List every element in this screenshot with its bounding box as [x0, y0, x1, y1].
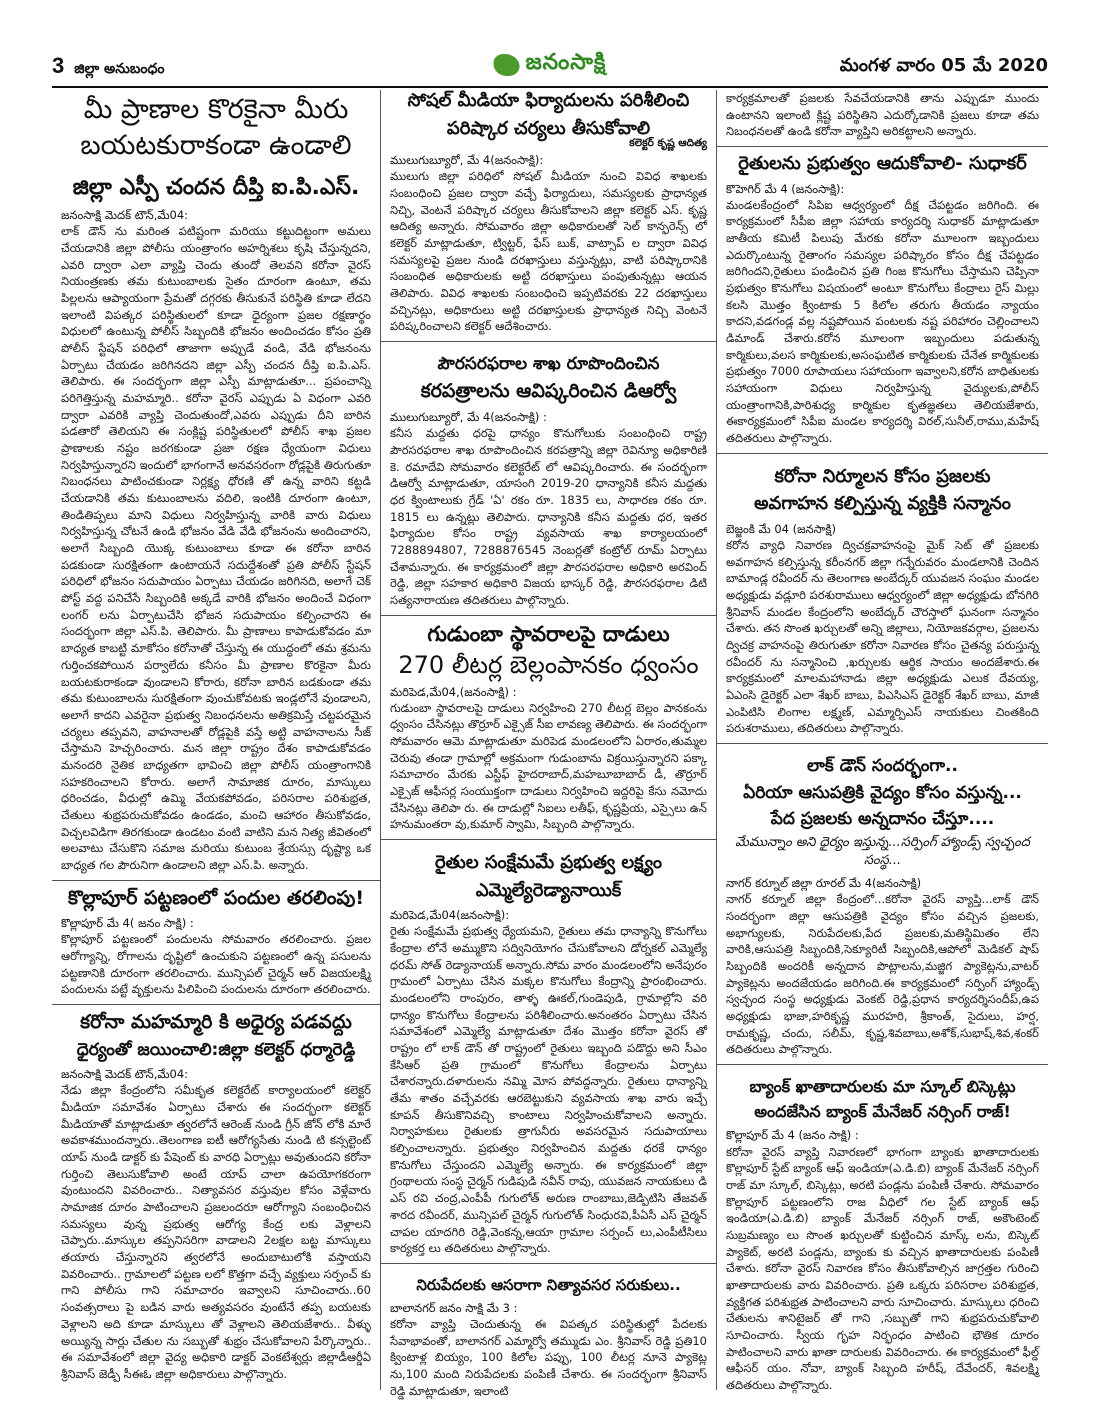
dateline: బెజ్జంకి మే 04 (జనసాక్షి) [726, 521, 836, 536]
article-headline-line2: పరిష్కార చర్యలు తీసుకోవాలి [446, 117, 651, 139]
dateline: కొహెగిర్ మే 4 (జనంసాక్షి): [726, 181, 845, 196]
article-headline-line2: ఎమ్మెల్యేరెడ్యానాయిక్ [475, 879, 622, 901]
article-headline: రైతుల సంక్షేమమే ప్రభుత్వ లక్ష్యం [434, 852, 662, 874]
article-body: రైతు సంక్షేమమే ప్రభుత్వ ధ్యేయమని, రైతులు తమ ధాన్యాన్ని కొనుగోలు కేంద్రాల లోనే అమ్ముకొని సద్వినియోగం చేసుకోవాలని డోర్నకల్ ఎమ్మెల్యే ధరమ్ సోత్ రెడ్యానాయక్ అన్నారు.సోమ వారం మండలంలోని అనేపురం గ్రామంలో ఏర్పాటు చేసిన మక్కల కొనుగోలు కేంద్రాన్ని ప్రారంభించారు. మండలంలోని రాంపురం, తాళ్ళ ఊకల్,గుండెపుడి, గ్రామాల్లోని వరి ధాన్యం కొనుగోలు కేంద్రాలను పరిశీలించారు.అనంతరం ఏర్పాటు చేసిన సమావేశంలో ఎమ్మెల్యే మాట్లాడుతూ దేశం మొత్తం కరోనా వైరస్ తో రాష్ట్రం లో లాక్ డౌన్ తో రాష్ట్రంలో రైతులు ఇబ్బంది పడొద్దు అని సీఎం కేసిఆర్ ప్రతి గ్రామంలో కొనుగోలు కేంద్రాలను ఏర్పాటు చేశారన్నారు.దళారులను నమ్మి మోస పోవద్దన్నారు. రైతులు ధాన్యాన్ని తేమ శాతం వచ్చేవరకు ఆరబెట్టుకుని వ్యవసాయ శాఖ వారు ఇచ్చే కూపన్ తీసుకొనివచ్చి కాంటాలు నిర్వహించుకోవాలని అన్నారు. నిర్వాహకులు రైతులకు త్రాగునీరు అవసరమైన సదుపాయాలు కల్పించాలన్నారు. ప్రభుత్వం నిర్వహించిన మద్దతు ధరకే ధాన్యం కొనుగోలు చేస్తుందని ఎమ్మెల్యే అన్నారు. ఈ కార్యక్రమంలో జిల్లా గ్రంథాలయ సంస్థ చైర్మన్ గుడిపుడి నవీన్ రావు, యువజన నాయకులు డి ఎస్ రవి చంద్ర,ఎంపీపీ గుగులోత్ అరుణ రాంబాబు,జెడ్పిటిసి తేజవత్ శారద రవీందర్, మున్సిపల్ చైర్మన్ గుగులోత్ సింధురవి,పీఏసీ ఎస్ చైర్మన్ చాపల యాదగిరి రెడ్డి,వెంకన్న,ఆయా గ్రామాల సర్పంచ్ లు,ఎంపీటీసిలు కార్యకర్త లు తదితరులు పాల్గొన్నారు. [390, 924, 707, 1256]
dateline: జనంసాక్షి మెదక్ టౌన్,మే04: [61, 1067, 189, 1082]
masthead-rule [52, 86, 1048, 88]
divider [52, 880, 380, 881]
divider [381, 839, 716, 840]
logo-text: జనంసాక్షి [525, 50, 607, 75]
article-headline: కొల్లాపూర్ పట్టణంలో పందుల తరలింపు! [67, 886, 365, 909]
column-3 [716, 90, 1048, 1390]
divider [717, 1064, 1048, 1065]
dateline: ములుగుబ్యూరో, మే 4(జనంసాక్షి): [390, 153, 544, 168]
newspaper-logo [494, 50, 607, 80]
divider [381, 341, 716, 342]
article-headline: రైతులను ప్రభుత్వం ఆదుకోవాలి- సుధాకర్ [738, 153, 1027, 175]
divider [717, 743, 1048, 744]
dateline: ములుగుబ్యూరో, మే 4(జనంసాక్షి) : [390, 410, 547, 425]
article-subheadline: ధైర్యంతో జయించాలి:జిల్లా కలెక్టర్ ధర్మారెడ్డి [76, 1039, 356, 1060]
dateline: కొల్లాపూర్ మే 4( జనం సాక్షి) : [61, 916, 194, 931]
article-body: గుడుంబా స్థావరాలపై దాడులు నిర్వహించి 270 లీటర్ల బెల్లం పానకంను ధ్వంసం చేసినట్లు తొర్రూర్ ఎక్సైజ్ సీఐ లావణ్య తెలిపారు. ఈ సందర్భంగా సోమవారం ఆమె మాట్లాడుతూ మరిపెడ మండలంలోని ఏరారం,తుమ్మల చెరువు తండా గ్రామాల్లో అక్రమంగా గుడుంబాను విక్రయిస్తున్నారని పక్కా సమాచారం మేరకు ఎస్టీఫ్ హైదరాబాద్,మహబూబాబాద్ డీ, తొర్రూర్ ఎక్సైజ్ ఆఫీసర్ల సంయుక్తంగా దాడులు నిర్వహించి ఇద్దరిపై కేసు నమోదు చేసినట్లు తెలిపా రు. ఈ దాడుల్లో సిఐలు లతీఫ్, కృష్ణప్రియ, ఎస్సైలు ఉన్ హనుమంతరా వు,కుమార్ స్వామి, సిబ్బంది పాల్గొన్నారు. [390, 700, 707, 832]
article-social-media-complaints [390, 90, 707, 335]
article-body: మండలకేంద్రంలో సిపిఐ ఆధ్వర్యంలో దీక్ష చేపట్టడం జరిగింది. ఈ కార్యక్రమంలో సీపీఐ జిల్లా సహాయ కార్యదర్శి సుధాకర్ మాట్లాడుతూ జాతీయ కమిటీ పిలుపు మేరకు కరోనా మూలంగా ఇబ్బందులు ఎదుర్కొంటున్న రైతాంగం సమస్యల పరిష్కారం కోసం దీక్ష చేపట్టడం జరిగిందని,రైతులు పండించిన ప్రతి గింజ కొనుగోలు చేస్తామని చెప్పినా ప్రభుత్వం కొనుగోలు విషయంలో అంటూ కొనుగోలు కేంద్రాలు రైస్ మిల్లు కలసి మొత్తం క్వింటాకు 5 కిలోల తరుగు తీయడం న్యాయం కాదని,వడగండ్ల వల్ల నష్టపోయిన పంటలకు నష్ట పరిహారం చెల్లించాలని డిమాండ్ చేశారు.కరోన మూలంగా ఇబ్బందులు పడుతున్న కార్మికులు,వలస కార్మికులకు,అసంఘటిత కార్మికులకు చేనేత కార్మికులకు ప్రభుత్వం 7000 రూపాయలు సహాయంగా ఇవ్వాలని,కరోన బాధితులకు సహాయంగా విధులు నిర్వహిస్తున్న వైద్యులకు,పోలీస్ యంత్రాంగానికి,పారిశుధ్య కార్మికుల కృతజ్ఞతలు తెలియజేశారు, ఈకార్యక్రమంలో సిపీఐ మండల కార్యదర్శి విరల్,సునీల్,రాము,మహేష్ తదితరులు పాల్గొన్నారు. [726, 197, 1039, 446]
article-civil-supplies-pamphlets [390, 354, 707, 609]
article-body: కరోనా వైరస్ వ్యాప్తి నివారణలో భాగంగా బ్యాంకు ఖాతాదారులకు కొల్లాపూర్ స్టేట్ బ్యాంక్ ఆఫ్ ఇండియా(ఎ.డి.బి) బ్యాంక్ మేనేజర్ నర్సింగ్ రాజ్ మా స్కూల్, బిస్కెట్లు, అరటి పండ్లను పంపిణీ చేశారు. సోమవారం కొల్లాపూర్ పట్టణంలోని రాజ వీధిలో గల స్టేట్ బ్యాంక్ ఆఫ్ ఇండియా(ఎ.డి.బి) బ్యాంక్ మేనేజర్ నర్సింగ్ రాజ్, అకౌంటెంట్ సుబ్రమణ్యం లు సొంత ఖర్చులతో కుట్టించిన మాస్క్ లను, బిస్కెట్ ప్యాకెట్, అరటి పండ్లను, బ్యాంకు కు వచ్చిన ఖాతాదారులకు పంపిణీ చేశారు. కరోనా వైరస్ నివారణ కోసం తీసుకోవాల్సిన జాగ్రత్తల గురించి ఖాతాదారులకు వారు వివరించారు. ప్రతి ఒక్కరు పరిసరాల పరిశుభ్రత, వ్యక్తిగత పరిశుభ్రత పాటించాలని వారు సూచించారు. మాస్కులు ధరించి చేతులను శానిటైజర్ తో గాని ,సబ్బుతో గాని శుభ్రపరుచుకోవాలి సూచించారు. స్వీయ గృహ నిర్భంధం పాటించి భౌతిక దూరం పాటించాలని వారు ఖాతా దారులకు వివరించారు. ఈ కార్యక్రమంలో ఫీల్డ్ ఆఫీసర్ యం. నోవా, బ్యాంక్ సిబ్బంది హరీష్, దేవేందర్, శివలక్ష్మి తదితరులు పాల్గొన్నారు. [726, 1144, 1039, 1392]
columns [52, 90, 1048, 1398]
dateline: జనంసాక్షి మెదక్ టౌన్,మే04: [61, 208, 189, 223]
divider [381, 1263, 716, 1264]
article-headline: గుడుంబా స్థావరాలపై దాడులు [427, 621, 670, 646]
article-farmers-support-cpi [726, 153, 1039, 447]
article-body: నాగర్ కర్నూల్ జిల్లా కేంద్రంలో...కరోనా వైరస్ వ్యాప్తి...లాక్ డౌన్ సందర్భంగా జిల్లా ఆసుపత్రికి వైద్యం కోసం వచ్చిన ప్రజలకు, అభాగ్యులకు, నిరుపేదలకు,పేద ప్రజలకు,మతిస్థిమితం లేని వారికి,ఆసుపత్రి సిబ్బందికి,సెక్యూరిటీ సిబ్బందికి,ఆపోలో మెడికల్ షాప్ సిబ్బందికి అందరికీ అన్నదాన పొట్లాలను,మజ్జిగ ప్యాకెట్లను,వాటర్ ప్యాకెట్లను అందజేయడం జరిగింది.ఈ కార్యక్రమంలో సర్పింగ్ హ్యాండ్స్ స్వచ్ఛంద సంస్థ అధ్యక్షుడు వెంకట్ రెడ్డి,ప్రధాన కార్యదర్శిసందీప్,ఉప అధ్యక్షుడు భాజా,హరికృష్ణ మురహరి, శ్రీకాంత్, సైదులు, హర్ష, రామకృష్ణ, చందు, సలీమ్, కృష్ణ,శివబాబు,అశోక్,సుభాష్,శివ,శంకర్ తదితరులు పాల్గొన్నారు. [726, 892, 1039, 1057]
article-body: కరోనా వ్యాప్తి చెందుతున్న ఈ విపత్కర పరిస్థితుల్లో పేదలకు సేవాభావంతో, బాలానగర్ ఎమ్మార్వో తమ్ముడు ఎం. శ్రీనివాస్ రెడ్డి ప్రతి10 క్వింటాళ్ల బియ్యం, 100 కిలోల పప్పు, 100 లీటర్ల నూనె ప్యాకెట్ల ను,100 మంది నిరుపేదలకు పంపిణీ చేశారు. ఈ సందర్భంగా శ్రీనివాస్ రెడ్డి మాట్లాడుతూ, ఇలాంటి [390, 1316, 707, 1398]
article-headline: లాక్ డౌన్ సందర్భంగా.. [807, 756, 958, 777]
article-headline: కరోనా నిర్మూలన కోసం ప్రజలకు [774, 465, 991, 487]
section-name: జిల్లా అనుబంధం [74, 61, 165, 77]
page-number: 3 [52, 53, 65, 78]
article-tagline: మేమున్నాం అని ధైర్యం ఇస్తున్న...సర్పింగ్ హ్యాండ్స్ స్వచ్ఛంద సంస్థ... [735, 835, 1030, 869]
article-sp-appeal [61, 92, 371, 874]
article-awareness-felicitation [726, 466, 1039, 737]
page-header-left [52, 53, 164, 80]
article-continuation: కార్యక్రమాలతో ప్రజలకు సేవచేయడానికి తాను ఎప్పుడూ ముందు ఉంటానని ఇలాంటి క్లిష్ట పరిస్థితిని ఎదుర్కోడానికి ప్రజలు కూడా తమ నిబంధనలతో ఉండి కరోనా వ్యాప్తిని అరికట్టాలని అన్నారు. [726, 91, 1039, 139]
article-kollapur-pigs [61, 887, 371, 999]
divider [717, 453, 1048, 454]
dateline: మరిపెడ,మే04(జనంసాక్షి): [390, 908, 510, 923]
article-farmers-welfare [390, 852, 707, 1257]
article-body: నేడు జిల్లా కేంద్రంలోని సమీకృత కలెక్టరేట్ కార్యాలయంలో కలెక్టర్ మీడియా సమావేశం ఏర్పాటు చేశారు ఈ సందర్భంగా కలెక్టర్ మీడియాతో మాట్లాడుతూ త్వరలోనే ఆరెంజ్ నుండి గ్రీన్ జోన్ లోకి మారే అవకాశముందన్నారు..తెలంగాణ ఐటీ ఆరోగ్యసేతు నుండి టి కన్సల్టెంట్ యాప్ నుండి డాక్టర్ కు పేషెంట్ కు వారధి ఏర్పాట్లు అవుతుందని కరోనా గుర్తించి తెలుసుకోవాలి అంటే యాప్ చాలా ఉపయోగకరంగా వుంటుందని వివరించారు.. నిత్యావసర వస్తువుల కోసం వెళ్లేవారు సామాజిక దూరం పాటించాలని ప్రజలందరూ ఆరోగ్యాని సంబంధించిన సమస్యలు వున్న ప్రభుత్వ ఆరోగ్య కేంద్ర లకు వెళ్లాలని చెప్పారు..మాస్కుల తప్పనిసరిగా వాడాలని 2లక్షల బట్ట మాస్కులు తయారు చేస్తున్నారని త్వరలోనే అందుబాటులోకి వస్తాయని వివరించారు.. గ్రామాలలో పట్టణ లలో కొత్తగా వచ్చే వ్యక్తులు సర్పంచ్ కు గాని పోలీసు గాని సమాచారం ఇవ్వాలని సూచించారు..60 సంవత్సరాలు పై బడిన వారు అత్యవసరం వుంటేనే తప్ప బయటకు వెళ్లాలని అది కూడా మాస్కులు తో వెళ్లాలని తెలియజేశారు.. వీళ్ళు అయ్యిన్న సార్లు చేతుల ను సబ్బుతో శుభ్రం చేసుకోవాలని పేర్కొన్నారు.. ఈ సమావేశంలో జిల్లా వైద్య అధికారి డాక్టర్ వెంకటేశ్వర్లు జిల్లాడీఆర్డీఏ శ్రీనివాస్ జెడ్పీ సీఈఓ జిల్లా అధికారులు పాల్గొన్నారు. [61, 1083, 371, 1381]
article-headline: నిరుపేదలకు ఆసరాగా నిత్యావసర సరుకులు.. [416, 1275, 681, 1294]
dateline: నాగర్ కర్నూల్ జిల్లా రూరల్ మే 4(జనంసాక్షి) [726, 876, 922, 891]
article-headline-line2: కరపత్రాలను ఆవిష్కరించిన డిఆర్వో [420, 380, 677, 403]
divider [52, 1004, 380, 1005]
dateline: కొల్లాపూర్ మే 4 (జనం సాక్షి) : [726, 1128, 859, 1143]
article-subheadline: జిల్లా ఎస్పీ చందన దీప్తి ఐ.పి.ఎస్. [72, 174, 360, 200]
dateline: మరిపెడ,మే04,(జనంసాక్షి) : [390, 684, 517, 699]
article-headline: పౌరసరఫరాల శాఖ రూపొందించిన [437, 354, 660, 374]
article-headline-line2: అందజేసిన బ్యాంక్ మేనేజర్ నర్సింగ్ రాజ్! [754, 1102, 1011, 1122]
article-body: కొల్లాపూర్ పట్టణంలో పందులను సోమవారం తరలించారు. ప్రజల ఆరోగ్యాన్ని, రోగాలను దృష్టిలో ఉంచుకుని పట్టణంలో ఉన్న పసులను పట్టణానికి దూరంగా తరలించారు. మున్సిపల్ చైర్మన్ ఆర్ విజయలక్ష్మి పందులను పట్టే వృక్తులను పిలిపించి పందులను దూరంగా తరలించారు. [61, 932, 371, 997]
article-body: లాక్ డౌన్ ను మరింత పటిష్టంగా మరియు కట్టుదిట్టంగా అమలు చేయడానికి జిల్లా పోలీసు యంత్రాంగం అహర్నిశలు కృషి చేస్తున్నదని, ఎవరి ద్వారా ఎలా వ్యాప్తి చెందు తుందో తెలవని కరోనా వైరస్ నియంత్రణకు తమ కుటుంబాలకు సైతం దూరంగా ఉంటూ, తమ పిల్లలను ఆప్యాయంగా ప్రేమతో దగ్గరకు తీసుకునే పరిస్థితి కూడా లేదని ఇలాంటి విపత్కర పరిస్థితులలో కూడా ధైర్యంగా ప్రజల రక్షణార్థం విధులలో ఉంటున్న పోలీస్ సిబ్బందికి భోజనం అందించడం కోసం ప్రతి పోలీస్ స్టేషన్ పరిధిలో తాజాగా అప్పుడే వండి, వేడి భోజనంను ఏర్పాటు చేయడం జరిగినదని జిల్లా ఎస్పీ చందన దీప్తి ఐ.పి.ఎస్. తెలిపారు. ఈ సందర్భంగా జిల్లా ఎస్పీ మాట్లాడుతూ... ప్రపంచాన్ని పరిగెత్తిస్తున్న మహమ్మారి.. కరోనా వైరస్ ఎప్పుడు ఏ విధంగా ఎవరి ద్వారా ఎవరికి వ్యాప్తి చెందుతుందో,ఎవరు ఎప్పుడు దీని బారిన పడతారో తెలియని ఈ సంక్లిష్ట పరిస్థితులలో పోలీస్ శాఖ ప్రజల ప్రాణాలకు నష్టం జరగకుండా ప్రజా రక్షణ ధ్యేయంగా విధులు నిర్వహిస్తున్నారని ఇందులో భాగంగానే అనవసరంగా రోడ్లపైకి తిరుగుతూ నిబంధనలు పాటించకుండా నిర్లక్ష్య ధోరణి తో ఉన్న వారిని కట్టడి చేయడానికి తమ కుటుంబాలను వదిలి, ఇంటికి దూరంగా ఉంటూ, తిండితిప్పలు మాని విధులు నిర్వహిస్తున్న వారికి వారు విధులు నిర్వహిస్తున్న చోటనే ఉండి భోజనం వేడి వేడి భోజనంను అందించారని, అలాగే సిబ్బంది యొక్క కుటుంబాలు కూడా ఈ కరోనా బారిన పడకుండా సురక్షితంగా ఉంటాయనే సదుద్దేశంతో ప్రతి పోలీస్ స్టేషన్ పరిధిలో భోజనం సదుపాయం ఏర్పాటు చేయడం జరిగినది, అలాగే చెక్ పోస్ట్ వద్ద పనిచేసే సిబ్బందికి అక్కడే వారికి భోజనం అందించే విధంగా లంగర్ లను ఏర్పాటుచేసి భోజన సదుపాయం కల్పించారని ఈ సందర్భంగా జిల్లా ఎస్.పి. తెలిపారు. మీ ప్రాణాలు కాపాడుకోవడం మా బాధ్యత కాబట్టి మాకోసం కరోనాతో చేస్తున్న ఈ యుద్ధంలో తమ శ్రమను గుర్తించకపోయిన పర్వాలేదు కనీసం మీ ప్రాణాల కొరకైనా మీరు బయటకురాకండా వుండాలని కోరారు, కరోనా బారిన బడకుండా తమ తమ కుటుంబాలను సురక్షితంగా వుంచుకోవటకు ఇండ్లలోనే వుండాలని, అలాగే కాదని ఎవరైనా ప్రభుత్వ నిబంధనలను అతిక్రమిస్తే చట్టపరమైన చర్యలు తప్పవని, వాహనాలతో రోడ్లపైకి వస్తే అట్టి వాహనాలను సీజ్ చేస్తామని హెచ్చరించారు. మన జిల్లా రాష్ట్రం దేశం కాపాడుకోవడం మనందరి నైతిక బాధ్యతగా భావించి జిల్లా పోలీస్ యంత్రాంగానికి సహకరించాలని కోరారు. అలాగే సామాజిక దూరం, మాస్కులు ధరించడం, వీధుల్లో ఉమ్మి వేయకపోవడం, పరిసరాల పరిశుభ్రత, చేతులు శుభ్రపరుచుకోవడం ఉండడం, మంచి ఆహారం తీసుకోవడం, విచ్చలవిడిగా తిరగకుండా ఉండటం వంటి వాటిని మన నిత్య జీవితంలో అలవాటు చేసుకొని సమాజ మరియు కుటుంబ శ్రేయస్సు దృష్ట్యా ఒక బాధ్యత గల పౌరునిగా ఉండాలని జిల్లా ఎస్.పి. అన్నారు. [61, 224, 371, 872]
divider [381, 615, 716, 616]
article-headline-line2: 270 లీటర్ల బెల్లంపానకం ధ్వంసం [398, 650, 699, 679]
article-body: కరోన వ్యాధి నివారణ ద్విచక్రవాహనంపై మైక్ సెట్ తో ప్రజలకు అవగాహన కల్పిస్తున్న కరీంనగర్ జిల్లా గన్నేరువరం మండలానికి చెందిన బామాండ్ల రవీందర్ ను తెలంగాణ అంబేద్కర్ యువజన సంఘం మండల అధ్యక్షుడు వడ్లూరి పరశురాములు ఆధ్వర్యంలో జిల్లా అధ్యక్షుడు బోనగిరి శ్రీనివాస్ మండల కేంద్రంలోని అంబేద్కర్ చౌరస్తాలో ఘనంగా సన్మానం చేశారు. తన సొంత ఖర్చులతో అన్ని జిల్లాలు, నియోజకవర్గాల, ప్రజలను ద్విచక్ర వాహనంపై తిరుగుతూ కరోనా నివారణ కోసం చైతన్య పరుస్తున్న రవీందర్ ను సన్మానించి ,ఖర్చులకు ఆర్థిక సాయం అందజేశారు.ఈ కార్యక్రమంలో మాలమహానాడు జిల్లా అధ్యక్షుడు ఎలుక దేవయ్య, ఏఎంసి డైరెక్టర్ ఎలా శేఖర్ బాబు, పిఎసిఎస్ డైరెక్టర్ శేఖర్ బాబు, మాజీ ఎంపిటిసి లింగాల లక్ష్మణ్, ఎమ్మార్పిఎస్ నాయకులు చింతకింది పరుశరాములు, తదితరులు పాల్గొన్నారు. [726, 538, 1039, 736]
masthead [52, 44, 1048, 84]
issue-date: మంగళ వారం 05 మే 2020 [839, 55, 1048, 76]
column-1 [52, 90, 380, 1390]
article-headline: సోషల్ మీడియా ఫిర్యాదులను పరిశీలించి [407, 90, 690, 111]
article-gudumba-raids [390, 622, 707, 833]
article-bank-manager-masks [726, 1077, 1039, 1394]
article-headline: బ్యాంక్ ఖాతాదారులకు మా స్కూల్ బిస్కెట్లు [749, 1077, 1016, 1097]
article-credit: కలెక్టర్ కృష్ణ ఆదిత్య [629, 137, 707, 150]
article-headline: మీ ప్రాణాల కొరకైనా మీరు బయటకురాకండా ఉండాలి [80, 94, 352, 162]
article-body: కనీస మద్దతు ధరపై ధాన్యం కొనుగోలుకు సంబంధించి రాష్ట్ర పౌరసరఫరాల శాఖ రూపొందించిన కరపత్రాన్ని జిల్లా రెవిన్యూ అధికారిణి కె. రమాదేవి సోమవారం కలెక్టరేట్ లో ఆవిష్కరించారు. ఈ సందర్భంగా డిఆర్వో మాట్లాడుతూ, యాసంగి 2019-20 ధాన్యానికి కనీస మద్దతు ధర క్వింటాలుకు గ్రేడ్ 'ఏ' రకం రూ. 1835 లు, సాధారణ రకం రూ. 1815 లు ఉన్నట్లు తెలిపారు. ధాన్యానికి కనీస మద్దతు ధర, ఇతర ఫిర్యాదుల కోసం రాష్ట్ర వ్యవసాయ శాఖ కార్యాలయంలో 7288894807, 7288876545 నెంబర్లతో కంట్రోల్ రూమ్ ఏర్పాటు చేశామన్నారు. ఈ కార్యక్రమంలో జిల్లా పౌరసరఫరాల అధికారి అరవింద్ రెడ్డి, జిల్లా సహకార అధికారి విజయ భాస్కర్ రెడ్డి, పౌరసరఫరాల డిటి సత్యనారాయణ తదితరులు పాల్గొన్నారు. [390, 426, 707, 607]
divider [717, 146, 1048, 147]
article-essentials-distribution [390, 1276, 707, 1399]
article-headline: కరోనా మహమ్మారి కి అధైర్య పడవద్దు [80, 1011, 352, 1034]
article-body: ములుగు జిల్లా పరిధిలో సోషల్ మీడియా నుంచి వివిధ శాఖలకు సంబంధించి ప్రజల ద్వారా వచ్చే ఫిర్యాదులు, సమస్యలకు ప్రాధాన్యత నిచ్చి, వెంటనే పరిష్కార చర్యలు తీసుకోవాలని జిల్లా కలెక్టర్ ఎస్. కృష్ణ ఆదిత్య అన్నారు. సోమవారం జిల్లా అధికారులతో సెల్ కాన్ఫరెన్స్ లో కలెక్టర్ మాట్లాడుతూ, ట్విట్టర్, ఫేస్ బుక్, వాట్సాప్ ల ద్వారా వివిధ సమస్యలపై ప్రజల నుండి దరఖాస్తులు వస్తున్నట్లు, వాటి పరిష్కారానికి సంబంధిత అధికారులకు అట్టి దరఖాస్తులు పంపుతున్నట్లు ఆయన తెలిపారు. వివిధ శాఖలకు సంబంధించి ఇప్పటివరకు 22 దరఖాస్తులు వచ్చినట్లు, అధికారులు అట్టి దరఖాస్తులకు ప్రాధాన్యత నిచ్చి వెంటనే పరిష్కరించాలని కలెక్టర్ ఆదేశించారు. [390, 169, 707, 334]
article-headline-line2: ఏరియా ఆసుపత్రికి వైద్యం కోసం వస్తున్న... [743, 782, 1022, 803]
article-food-donation [726, 756, 1039, 1058]
column-2 [380, 90, 716, 1398]
article-collector-courage [61, 1011, 371, 1382]
leaf-logo-icon [494, 54, 520, 76]
dateline: బాలానగర్ జనం సాక్షి మే 3 : [390, 1300, 518, 1315]
article-headline-line2: అవగాహన కల్పిస్తున్న వ్యక్తికి సన్మానం [754, 493, 1011, 515]
article-headline-line3: పేద ప్రజలకు అన్నదానం చేస్తూ.... [770, 808, 995, 829]
